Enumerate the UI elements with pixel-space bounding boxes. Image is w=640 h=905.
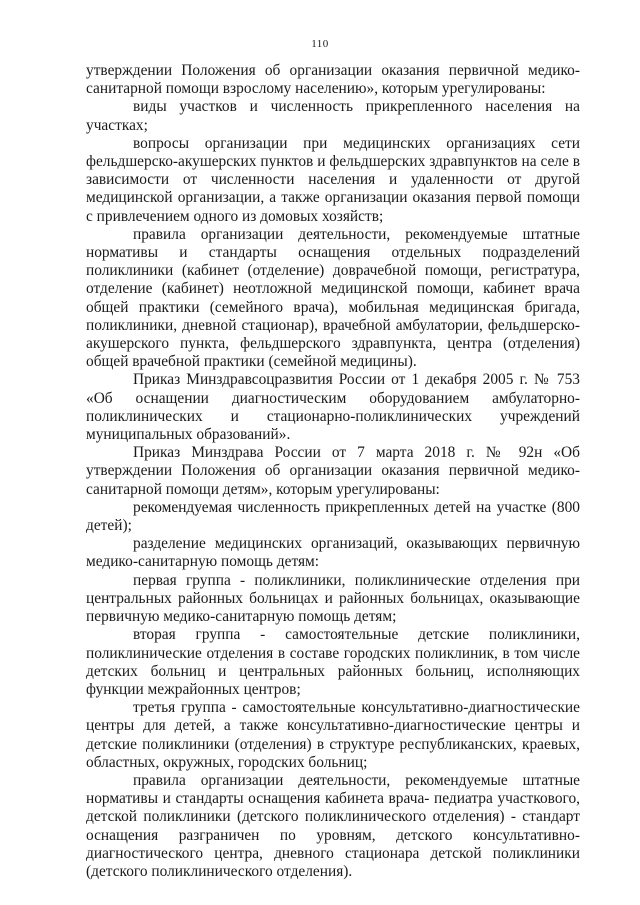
paragraph: утверждении Положения об организации оказания первичной медико-санитарной помощи взрослому населению», которым урегулированы: [86,62,580,98]
paragraph: правила организации деятельности, рекомендуемые штатные нормативы и стандарты оснащения отдельных подразделений поликлиники (кабинет (отделение) доврачебной помощи, регистратура, отделение (кабинет) неотложной медицинской помощи, кабинет врача общей практики (семейного врача), мобильная медицинская бригада, поликлиники, дневной стационар), врачебной амбулатории, фельдшерско-акушерского пункта, фельдшерского здравпункта, центра (отделения) общей врачебной практики (семейной медицины). [86,225,580,371]
paragraph: правила организации деятельности, рекомендуемые штатные нормативы и стандарты оснащения кабинета врача- педиатра участкового, детской поликлиники (детского поликлинического отделения) - стандарт оснащения разграничен по уровням, детского консультативно-диагностического центра, дневного стационара детской поликлиники (детского поликлинического отделения). [86,771,580,880]
paragraph: первая группа - поликлиники, поликлинические отделения при центральных районных больницах и районных больницах, оказывающие первичную медико-санитарную помощь детям; [86,571,580,626]
paragraph: вторая группа - самостоятельные детские поликлиники, поликлинические отделения в составе городских поликлиник, в том числе детских больниц и центральных районных больниц, исполняющих функции межрайонных центров; [86,626,580,698]
page-number: 110 [311,38,329,50]
paragraph: виды участков и численность прикрепленного населения на участках; [86,98,580,134]
paragraph: третья группа - самостоятельные консультативно-диагностические центры для детей, а также консультативно-диагностические центры и детские поликлиники (отделения) в структуре республиканских, краевых, областных, окружных, городских больниц; [86,699,580,771]
paragraph: вопросы организации при медицинских организациях сети фельдшерско-акушерских пунктов и фельдшерских здравпунктов на селе в зависимости от численности населения и удаленности от другой медицинской организации, а также организации оказания первой помощи с привлечением одного из домовых хозяйств; [86,134,580,225]
paragraph: разделение медицинских организаций, оказывающих первичную медико-санитарную помощь детям: [86,535,580,571]
paragraph: Приказ Минздрава России от 7 марта 2018 г. № 92н «Об утверждении Положения об организации оказания первичной медико-санитарной помощи детям», которым урегулированы: [86,444,580,498]
paragraph: рекомендуемая численность прикрепленных детей на участке (800 детей); [86,498,580,535]
paragraph: Приказ Минздравсоцразвития России от 1 декабря 2005 г. № 753 «Об оснащении диагностическим оборудованием амбулаторно-поликлинических и стационарно-поликлинических учреждений муниципальных образований». [86,371,580,444]
document-body [86,62,580,881]
